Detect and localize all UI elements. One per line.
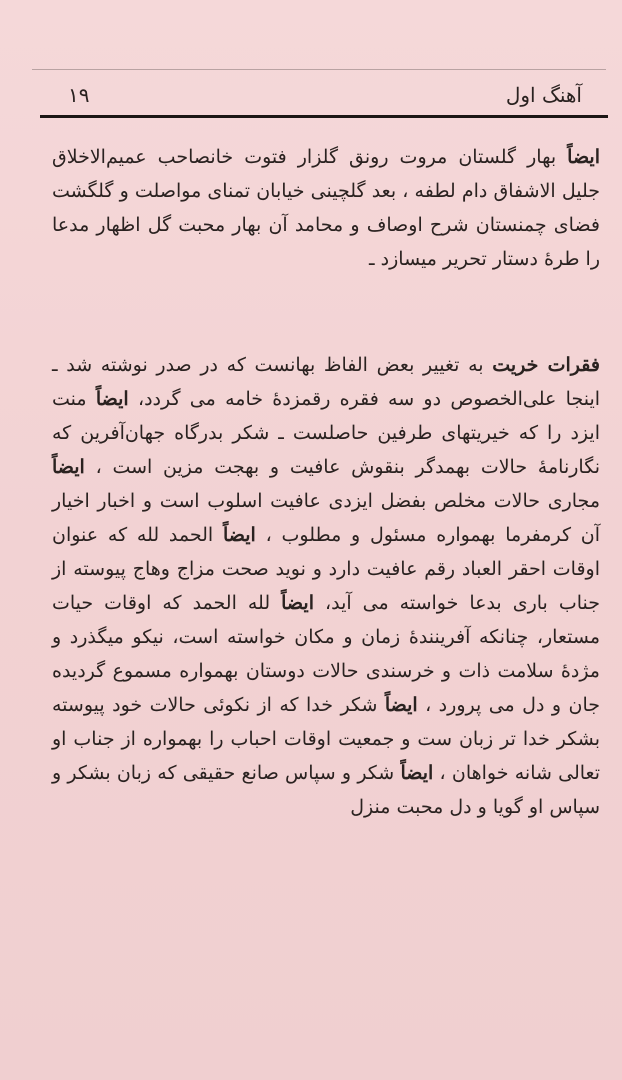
body-text <box>52 140 600 824</box>
keyword-eyzan: ایضاً <box>281 592 314 614</box>
paragraph-text: مجاری حالات مخلص بفضل ایزدی عافیت اسلوب است و اخبار اخیار آن کرمفرما بهمواره مسئول و مطلوب ، <box>52 490 600 546</box>
keyword-eyzan: ایضاً <box>95 388 129 410</box>
paragraph-text: الحمد لله که عنوان اوقات احقر العباد رقم عافیت دارد و نوید صحت مزاج وهاج پیوسته از جناب باری بدعا خواسته می آید، <box>52 524 600 614</box>
paragraph-1 <box>52 140 600 310</box>
keyword-eyzan: ایضاً <box>400 762 434 784</box>
paragraph-text: لله الحمد که اوقات حیات مستعار، چنانکه آفرینندهٔ زمان و مکان خواسته است، نیکو میگذرد و مژدهٔ سلامت ذات و خرسندی حالات دوستان بهمواره مسموع گردیده جان و دل می پرورد ، <box>52 592 600 716</box>
header-rule <box>40 115 608 118</box>
paragraph-text: به تغییر بعض الفاظ بهانست که در صدر نوشته شد ـ اینجا علی‌الخصوص دو سه فقره رقمزدهٔ خامه می گردد، <box>52 354 601 410</box>
paragraph-2 <box>52 348 600 824</box>
section-heading: فقرات خریت <box>492 354 600 376</box>
page-header <box>40 78 588 112</box>
paragraph-text: بهار گلستان مروت رونق گلزار فتوت خانصاحب عمیم‌الاخلاق جلیل الاشفاق دام لطفه ، بعد گلچینی خیابان تمنای مواصلت و گلگشت فضای چمنستان شرح اوصاف و محامد آن بهار محبت گل اظهار مدعا را طرهٔ دستار تحریر میسازد ـ <box>52 146 600 270</box>
running-title: آهنگ اول <box>505 83 582 107</box>
keyword-eyzan: ایضاً <box>567 146 600 168</box>
keyword-eyzan: ایضاً <box>384 694 418 716</box>
paragraph-text: شکر خدا که از نکوئی حالات خود پیوسته بشکر خدا تر زبان ست و جمعیت اوقات احباب را بهمواره از جناب او تعالی شانه خواهان ، <box>52 694 601 784</box>
top-divider <box>32 69 606 70</box>
keyword-eyzan: ایضاً <box>222 524 256 546</box>
page-number: ۱۹ <box>68 83 90 107</box>
paragraph-gap <box>52 310 600 348</box>
paragraph-text: منت ایزد را که خیریتهای طرفین حاصلست ـ شکر بدرگاه جهان‌آفرین که نگارنامهٔ حالات بهمدگر بنقوش عافیت و بهجت مزین است ، <box>52 388 600 478</box>
paragraph-text: شکر و سپاس صانع حقیقی که زبان بشکر و سپاس او گویا و دل محبت منزل <box>52 762 600 818</box>
keyword-eyzan: ایضاً <box>52 456 85 478</box>
